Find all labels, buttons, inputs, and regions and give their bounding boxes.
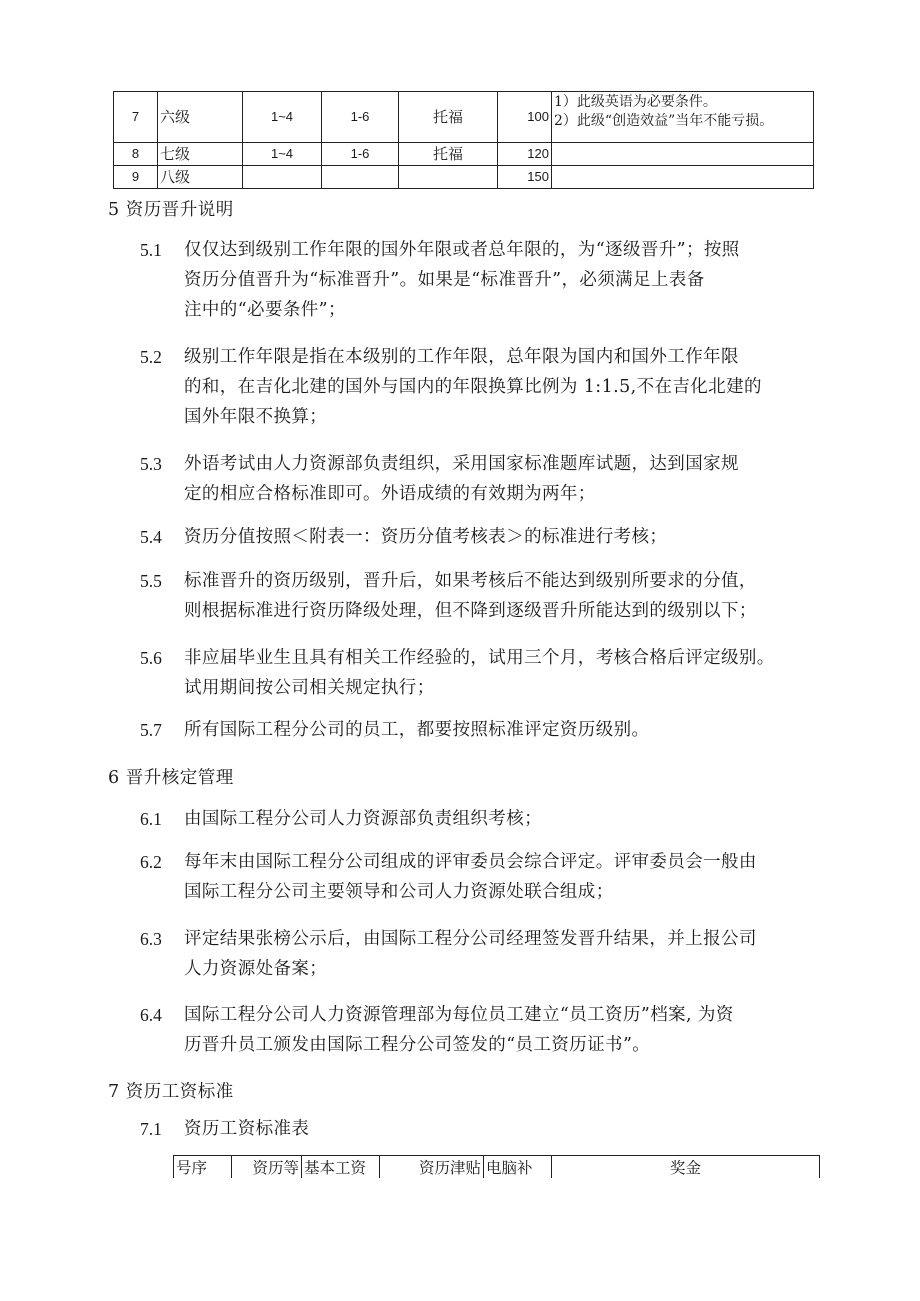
- item-line: 由国际工程分公司人力资源部负责组织考核；: [184, 809, 542, 829]
- item-line: 国外年限不换算；: [184, 407, 328, 427]
- list-item: [140, 342, 820, 432]
- item-line: 级别工作年限是指在本级别的工作年限，总年限为国内和国外工作年限: [184, 347, 739, 367]
- cell-notes: [552, 92, 814, 143]
- item-line: 历晋升员工颁发由国际工程分公司签发的“员工资历证书”。: [184, 1035, 651, 1055]
- wage-table: [173, 1155, 820, 1178]
- table-header-row: [174, 1156, 820, 1179]
- grade-table: [113, 91, 814, 189]
- cell-level: 七级: [158, 143, 243, 166]
- list-item: [140, 235, 820, 325]
- item-line: 试用期间按公司相关规定执行；: [184, 678, 435, 698]
- section-heading-7: 7 资历工资标准: [108, 1082, 234, 1102]
- list-item: [140, 449, 820, 509]
- cell-level: 六级: [158, 92, 243, 143]
- item-line: 资历分值晋升为“标准晋升”。如果是“标准晋升”，必须满足上表备: [184, 270, 705, 290]
- list-item: [140, 643, 820, 703]
- item-line: 每年末由国际工程分公司组成的评审委员会综合评定。评审委员会一般由: [184, 852, 757, 872]
- cell-no: 7: [114, 92, 158, 143]
- table-row: [114, 143, 814, 166]
- item-number: 6.4: [140, 1005, 162, 1025]
- list-item: [140, 522, 820, 552]
- item-number: 7.1: [140, 1119, 162, 1139]
- table-row: [114, 92, 814, 143]
- cell-foreign-years: 1~4: [243, 143, 322, 166]
- cell-total-years: 1-6: [322, 143, 399, 166]
- header-cell: 奖金: [552, 1156, 820, 1179]
- cell-language: [399, 166, 498, 189]
- item-number: 5.1: [140, 240, 162, 260]
- header-cell: 基本工资: [302, 1156, 380, 1179]
- item-number: 5.7: [140, 720, 162, 740]
- item-line: 仅仅达到级别工作年限的国外年限或者总年限的，为“逐级晋升”；按照: [184, 240, 740, 260]
- cell-foreign-years: 1~4: [243, 92, 322, 143]
- section-heading-6: 6 晋升核定管理: [108, 768, 234, 788]
- item-number: 6.2: [140, 852, 162, 872]
- list-item: [140, 804, 820, 834]
- item-line: 资历分值按照＜附表一：资历分值考核表＞的标准进行考核；: [184, 527, 668, 547]
- cell-foreign-years: [243, 166, 322, 189]
- header-cell: 号序: [174, 1156, 232, 1179]
- cell-no: 8: [114, 143, 158, 166]
- cell-score: 120: [498, 143, 552, 166]
- list-item: [140, 924, 820, 984]
- item-line: 则根据标准进行资历降级处理，但不降到逐级晋升所能达到的级别以下；: [184, 601, 757, 621]
- cell-no: 9: [114, 166, 158, 189]
- item-line: 注中的“必要条件”；: [184, 300, 346, 320]
- item-number: 6.1: [140, 809, 162, 829]
- list-item: [140, 1114, 820, 1144]
- item-line: 的和，在吉化北建的国外与国内的年限换算比例为 1:1.5,不在吉化北建的: [184, 377, 762, 397]
- cell-score: 150: [498, 166, 552, 189]
- item-line: 国际工程分公司主要领导和公司人力资源处联合组成；: [184, 882, 614, 902]
- section-heading-5: 5 资历晋升说明: [108, 200, 234, 220]
- list-item: [140, 566, 820, 626]
- item-line: 标准晋升的资历级别，晋升后，如果考核后不能达到级别所要求的分值，: [184, 571, 757, 591]
- note-line: 2）此级“创造效益”当年不能亏损。: [554, 113, 774, 129]
- header-cell: 资历津贴: [380, 1156, 484, 1179]
- cell-level: 八级: [158, 166, 243, 189]
- list-item: [140, 1000, 820, 1060]
- item-line: 所有国际工程分公司的员工，都要按照标准评定资历级别。: [184, 720, 650, 740]
- cell-total-years: 1-6: [322, 92, 399, 143]
- note-line: 1）此级英语为必要条件。: [554, 94, 717, 110]
- cell-total-years: [322, 166, 399, 189]
- cell-notes: [552, 166, 814, 189]
- item-line: 资历工资标准表: [184, 1119, 310, 1139]
- header-cell: 电脑补: [484, 1156, 552, 1179]
- item-line: 定的相应合格标准即可。外语成绩的有效期为两年；: [184, 484, 596, 504]
- list-item: [140, 715, 820, 745]
- header-cell: 资历等: [232, 1156, 302, 1179]
- item-number: 5.3: [140, 454, 162, 474]
- item-line: 外语考试由人力资源部负责组织，采用国家标准题库试题，达到国家规: [184, 454, 739, 474]
- item-number: 6.3: [140, 929, 162, 949]
- item-number: 5.2: [140, 347, 162, 367]
- cell-score: 100: [498, 92, 552, 143]
- item-line: 评定结果张榜公示后，由国际工程分公司经理签发晋升结果，并上报公司: [184, 929, 757, 949]
- item-line: 非应届毕业生且具有相关工作经验的，试用三个月，考核合格后评定级别。: [184, 648, 775, 668]
- item-line: 人力资源处备案；: [184, 959, 328, 979]
- cell-language: 托福: [399, 92, 498, 143]
- item-number: 5.4: [140, 527, 162, 547]
- cell-language: 托福: [399, 143, 498, 166]
- table-row: [114, 166, 814, 189]
- item-number: 5.6: [140, 648, 162, 668]
- cell-notes: [552, 143, 814, 166]
- item-line: 国际工程分公司人力资源管理部为每位员工建立“员工资历”档案, 为资: [184, 1005, 734, 1025]
- list-item: [140, 847, 820, 907]
- item-number: 5.5: [140, 571, 162, 591]
